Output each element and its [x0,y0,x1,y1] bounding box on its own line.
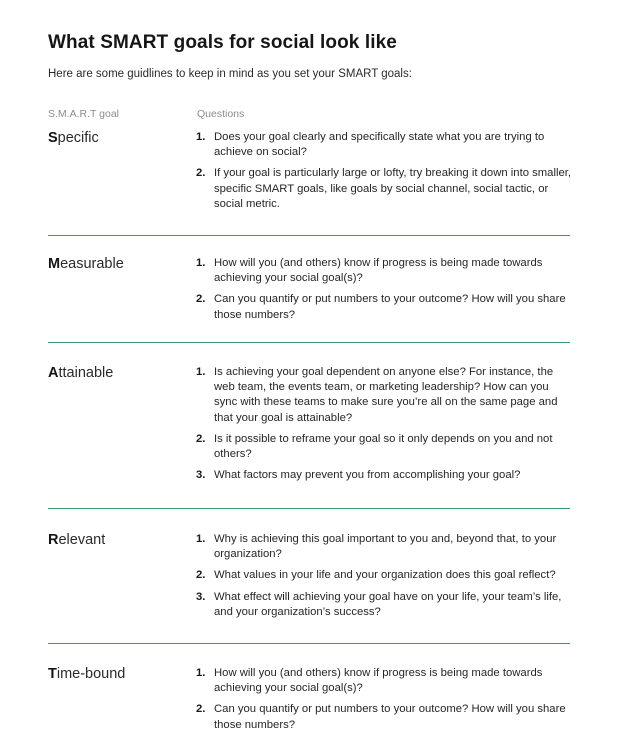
question-item [196,130,574,160]
question-text: Can you quantify or put numbers to your outcome? How will you share those numbers? [214,703,566,731]
goal-name [48,666,125,682]
question-item [196,590,574,620]
question-item [196,532,574,562]
goal-rest: elevant [58,532,106,548]
goal-initial: M [48,256,61,272]
question-number: 3. [196,590,206,603]
question-item [196,468,574,483]
question-number: 1. [196,131,206,143]
goal-initial: A [48,365,59,381]
section-divider [48,508,570,509]
question-item [196,568,574,583]
question-number: 2. [196,569,206,582]
question-item [196,292,574,322]
question-list [196,365,574,489]
goal-rest: ttainable [58,365,114,381]
goal-name [48,532,105,548]
section-divider [48,643,570,644]
question-text: How will you (and others) know if progress is being made towards achieving your social goal(s)? [214,257,543,285]
intro-text: Here are some guidlines to keep in mind as you set your SMART goals: [48,68,412,80]
question-text: If your goal is particularly large or lofty, try breaking it down into smaller, specific SMART goals, like goals by social channel, social tactic, or social metric. [214,167,572,210]
question-number: 1. [196,366,206,378]
question-item [196,702,574,732]
question-text: What factors may prevent you from accomplishing your goal? [214,469,521,482]
question-text: Is it possible to reframe your goal so it only depends on you and not others? [214,432,553,461]
question-number: 1. [196,533,206,545]
question-item [196,166,574,212]
question-text: Can you quantify or put numbers to your outcome? How will you share those numbers? [214,293,566,321]
section-divider [48,342,570,343]
question-item [196,666,574,696]
question-number: 3. [196,469,206,482]
question-number: 2. [196,167,206,180]
column-header-goal: S.M.A.R.T goal [48,108,119,120]
question-text: What effect will achieving your goal have on your life, your team’s life, and your organization’s success? [214,590,562,618]
goal-name [48,256,124,272]
goal-rest: easurable [60,256,124,272]
goal-name [48,130,99,146]
question-number: 2. [196,703,206,716]
question-list [196,666,574,739]
question-number: 1. [196,667,206,679]
column-header-questions: Questions [197,108,245,120]
question-item [196,432,574,462]
question-number: 1. [196,257,206,269]
question-number: 2. [196,293,206,306]
page-title: What SMART goals for social look like [48,32,397,53]
question-item [196,365,574,426]
question-list [196,130,574,218]
question-item [196,256,574,286]
question-text: Is achieving your goal dependent on anyone else? For instance, the web team, the events team, or marketing leadership? How can you sync with these teams to make sure you’re all on the same page and that your goal is attainable? [214,366,558,424]
goal-rest: pecific [57,130,99,146]
goal-name [48,365,113,381]
goal-initial: S [48,130,58,146]
question-text: How will you (and others) know if progress is being made towards achieving your social goal(s)? [214,667,543,695]
question-text: Does your goal clearly and specifically state what you are trying to achieve on social? [214,131,545,159]
goal-initial: R [48,532,59,548]
question-list [196,532,574,626]
goal-rest: ime-bound [56,666,126,682]
question-list [196,256,574,329]
section-divider [48,235,570,236]
goal-initial: T [48,666,57,682]
question-text: What values in your life and your organization does this goal reflect? [214,569,556,582]
question-number: 2. [196,432,206,445]
question-text: Why is achieving this goal important to you and, beyond that, to your organization? [214,533,557,561]
